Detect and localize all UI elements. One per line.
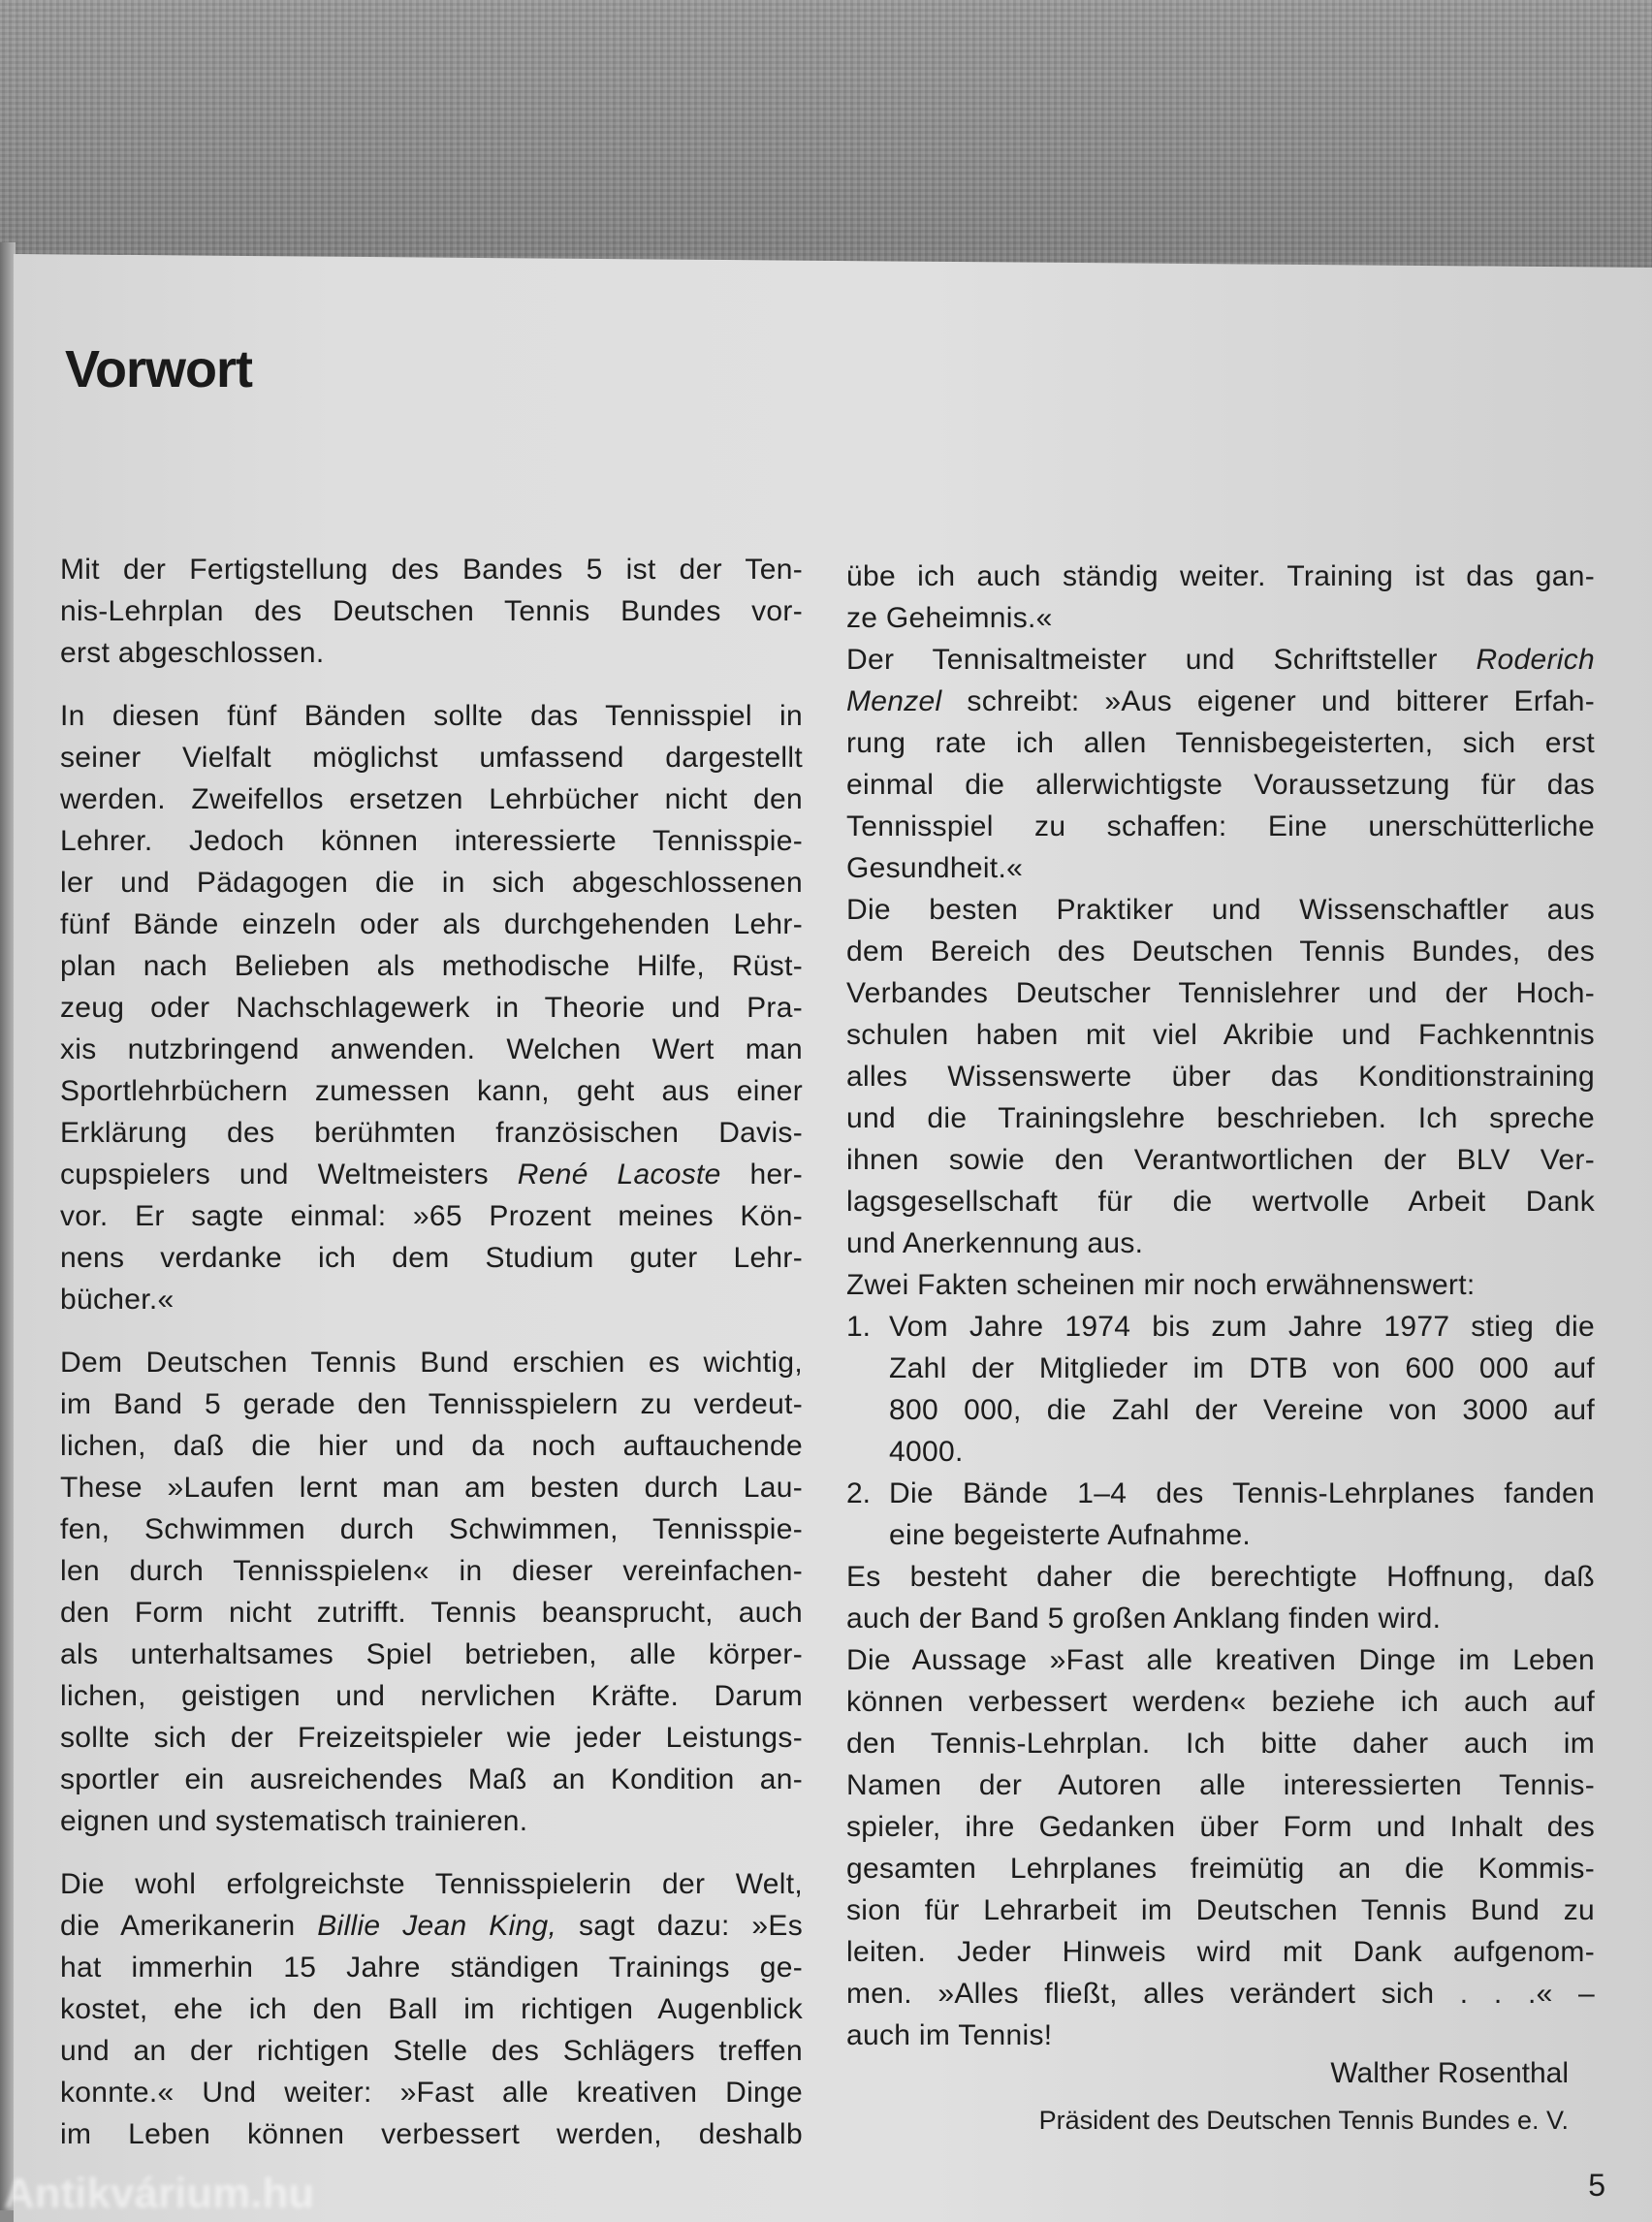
text-line: fünf Bände einzeln oder als durchgehenden Lehr-: [60, 908, 803, 940]
text-line: Sportlehrbüchern zumessen kann, geht aus einer: [60, 1075, 803, 1107]
page-number: 5: [1588, 2168, 1605, 2203]
italic-name: Billie Jean King,: [317, 1910, 557, 1942]
text-segment: her-: [720, 1159, 804, 1190]
signature-role: Präsident des Deutschen Tennis Bundes e. V.: [1038, 2106, 1569, 2135]
left-text-column: [60, 549, 803, 2176]
text-segment: sagt dazu: »Es: [556, 1910, 803, 1942]
text-line: Die Bände 1–4 des Tennis-Lehrplanes fanden: [889, 1477, 1595, 1509]
text-line: als unterhaltsames Spiel betrieben, alle körper-: [60, 1638, 803, 1670]
list-item: [846, 1306, 1595, 1473]
text-line: [60, 1905, 803, 1947]
watermark: Antikvárium.hu: [4, 2170, 315, 2217]
italic-name: René Lacoste: [517, 1159, 721, 1190]
list-item-text: [889, 1306, 1595, 1473]
text-line: dem Bereich des Deutschen Tennis Bundes, des: [846, 936, 1595, 968]
text-line: Mit der Fertigstellung des Bandes 5 ist der Ten-: [60, 554, 803, 586]
page-title: Vorwort: [65, 340, 252, 398]
text-line: nens verdanke ich dem Studium guter Lehr-: [60, 1242, 803, 1274]
text-line: Lehrer. Jedoch können interessierte Tennisspie-: [60, 825, 803, 857]
text-line: werden. Zweifellos ersetzen Lehrbücher nicht den: [60, 783, 803, 815]
text-line: seiner Vielfalt möglichst umfassend dargestellt: [60, 742, 803, 774]
text-line: sportler ein ausreichendes Maß an Kondition an-: [60, 1763, 803, 1795]
text-line: These »Laufen lernt man am besten durch Lau-: [60, 1472, 803, 1504]
text-line: In diesen fünf Bänden sollte das Tennisspiel in: [60, 700, 803, 732]
text-line: hat immerhin 15 Jahre ständigen Trainings ge-: [60, 1952, 803, 1984]
text-line: den Tennis-Lehrplan. Ich bitte daher auch im: [846, 1728, 1595, 1760]
text-line: und die Trainingslehre beschrieben. Ich spreche: [846, 1102, 1595, 1134]
paragraph: [60, 695, 803, 1320]
text-line: plan nach Belieben als methodische Hilfe, Rüst-: [60, 950, 803, 982]
text-line: spieler, ihre Gedanken über Form und Inhalt des: [846, 1811, 1595, 1843]
text-line: Tennisspiel zu schaffen: Eine unerschütterliche: [846, 810, 1595, 842]
text-line: Erklärung des berühmten französischen Davis-: [60, 1117, 803, 1149]
text-line: lichen, geistigen und nervlichen Kräfte. Darum: [60, 1680, 803, 1712]
text-line: bücher.«: [60, 1284, 175, 1316]
table-surface-background: [0, 0, 1652, 291]
text-line: konnte.« Und weiter: »Fast alle kreativen Dinge: [60, 2077, 803, 2109]
text-line: den Form nicht zutrifft. Tennis beansprucht, auch: [60, 1597, 803, 1629]
text-line: 4000.: [889, 1436, 964, 1468]
text-segment: cupspielers und Weltmeisters: [60, 1159, 518, 1190]
text-line: zeug oder Nachschlagewerk in Theorie und Pra-: [60, 992, 803, 1024]
text-line: leiten. Jeder Hinweis wird mit Dank aufgenom-: [846, 1936, 1595, 1968]
text-line: Zahl der Mitglieder im DTB von 600 000 auf: [889, 1352, 1595, 1384]
list-item-text: [889, 1473, 1595, 1556]
list-number: 1.: [846, 1311, 872, 1343]
text-line: sollte sich der Freizeitspieler wie jeder Leistungs-: [60, 1722, 803, 1754]
paragraph: [846, 1264, 1595, 1306]
list-number: 2.: [846, 1477, 872, 1509]
text-line: fen, Schwimmen durch Schwimmen, Tennisspie-: [60, 1513, 803, 1545]
text-line: Die wohl erfolgreichste Tennisspielerin der Welt,: [60, 1868, 803, 1900]
text-line: 800 000, die Zahl der Vereine von 3000 auf: [889, 1394, 1595, 1426]
text-line: kostet, ehe ich den Ball im richtigen Augenblick: [60, 1993, 803, 2025]
paragraph: [846, 639, 1595, 889]
text-line: men. »Alles fließt, alles verändert sich . . .« –: [846, 1978, 1595, 2010]
paragraph: [60, 1863, 803, 2155]
text-line: und Anerkennung aus.: [846, 1227, 1144, 1259]
paragraph: [846, 1556, 1595, 1639]
text-line: können verbessert werden« beziehe ich auch auf: [846, 1686, 1595, 1718]
text-line: auch im Tennis!: [846, 2019, 1053, 2051]
text-line: [60, 1154, 803, 1195]
text-line: Namen der Autoren alle interessierten Tennis-: [846, 1769, 1595, 1801]
text-line: [846, 639, 1595, 681]
text-line: auch der Band 5 großen Anklang finden wird.: [846, 1603, 1442, 1635]
list-item: [846, 1473, 1595, 1556]
text-line: xis nutzbringend anwenden. Welchen Wert man: [60, 1033, 803, 1065]
text-line: eignen und systematisch trainieren.: [60, 1805, 528, 1837]
paragraph: [60, 1342, 803, 1842]
text-line: Dem Deutschen Tennis Bund erschien es wichtig,: [60, 1347, 803, 1379]
text-line: erst abgeschlossen.: [60, 637, 325, 669]
right-text-column: [846, 556, 1595, 2056]
text-line: Die besten Praktiker und Wissenschaftler aus: [846, 894, 1595, 926]
text-line: gesamten Lehrplanes freimütig an die Kommis-: [846, 1853, 1595, 1885]
text-line: ler und Pädagogen die in sich abgeschlossenen: [60, 867, 803, 899]
signature-name: Walther Rosenthal: [1330, 2057, 1569, 2089]
text-line: Die Aussage »Fast alle kreativen Dinge im Leben: [846, 1644, 1595, 1676]
paragraph: [60, 549, 803, 674]
text-line: rung rate ich allen Tennisbegeisterten, sich erst: [846, 727, 1595, 759]
italic-name: Roderich: [1476, 644, 1595, 676]
text-segment: Der Tennisaltmeister und Schriftsteller: [846, 644, 1477, 676]
text-line: Vom Jahre 1974 bis zum Jahre 1977 stieg die: [889, 1311, 1595, 1343]
text-line: sion für Lehrarbeit im Deutschen Tennis Bund zu: [846, 1894, 1595, 1926]
paragraph: [846, 556, 1595, 639]
text-line: übe ich auch ständig weiter. Training ist das gan-: [846, 560, 1595, 592]
paragraph: [846, 1639, 1595, 2056]
text-line: schulen haben mit viel Akribie und Fachkenntnis: [846, 1019, 1595, 1051]
text-line: lagsgesellschaft für die wertvolle Arbeit Dank: [846, 1186, 1595, 1218]
text-line: Gesundheit.«: [846, 852, 1024, 884]
text-line: eine begeisterte Aufnahme.: [889, 1519, 1252, 1551]
text-line: lichen, daß die hier und da noch auftauchende: [60, 1430, 803, 1462]
text-line: nis-Lehrplan des Deutschen Tennis Bundes vor-: [60, 595, 803, 627]
text-segment: schreibt: »Aus eigener und bitterer Erfah-: [941, 685, 1595, 717]
text-line: [846, 681, 1595, 722]
text-line: und an der richtigen Stelle des Schlägers treffen: [60, 2035, 803, 2067]
page-edge: [0, 242, 16, 2210]
text-segment: die Amerikanerin: [60, 1910, 318, 1942]
paragraph: [846, 889, 1595, 1264]
text-line: vor. Er sagte einmal: »65 Prozent meines Kön-: [60, 1200, 803, 1232]
text-line: im Band 5 gerade den Tennisspielern zu verdeut-: [60, 1388, 803, 1420]
text-line: ze Geheimnis.«: [846, 602, 1053, 634]
text-line: len durch Tennisspielen« in dieser vereinfachen-: [60, 1555, 803, 1587]
text-line: Zwei Fakten scheinen mir noch erwähnenswert:: [846, 1269, 1476, 1301]
text-line: einmal die allerwichtigste Voraussetzung für das: [846, 769, 1595, 801]
text-line: ihnen sowie den Verantwortlichen der BLV Ver-: [846, 1144, 1595, 1176]
text-line: Verbandes Deutscher Tennislehrer und der Hoch-: [846, 977, 1595, 1009]
text-line: Es besteht daher die berechtigte Hoffnung, daß: [846, 1561, 1595, 1593]
text-line: im Leben können verbessert werden, deshalb: [60, 2118, 803, 2150]
italic-name: Menzel: [846, 685, 942, 717]
text-line: alles Wissenswerte über das Konditionstraining: [846, 1061, 1595, 1093]
